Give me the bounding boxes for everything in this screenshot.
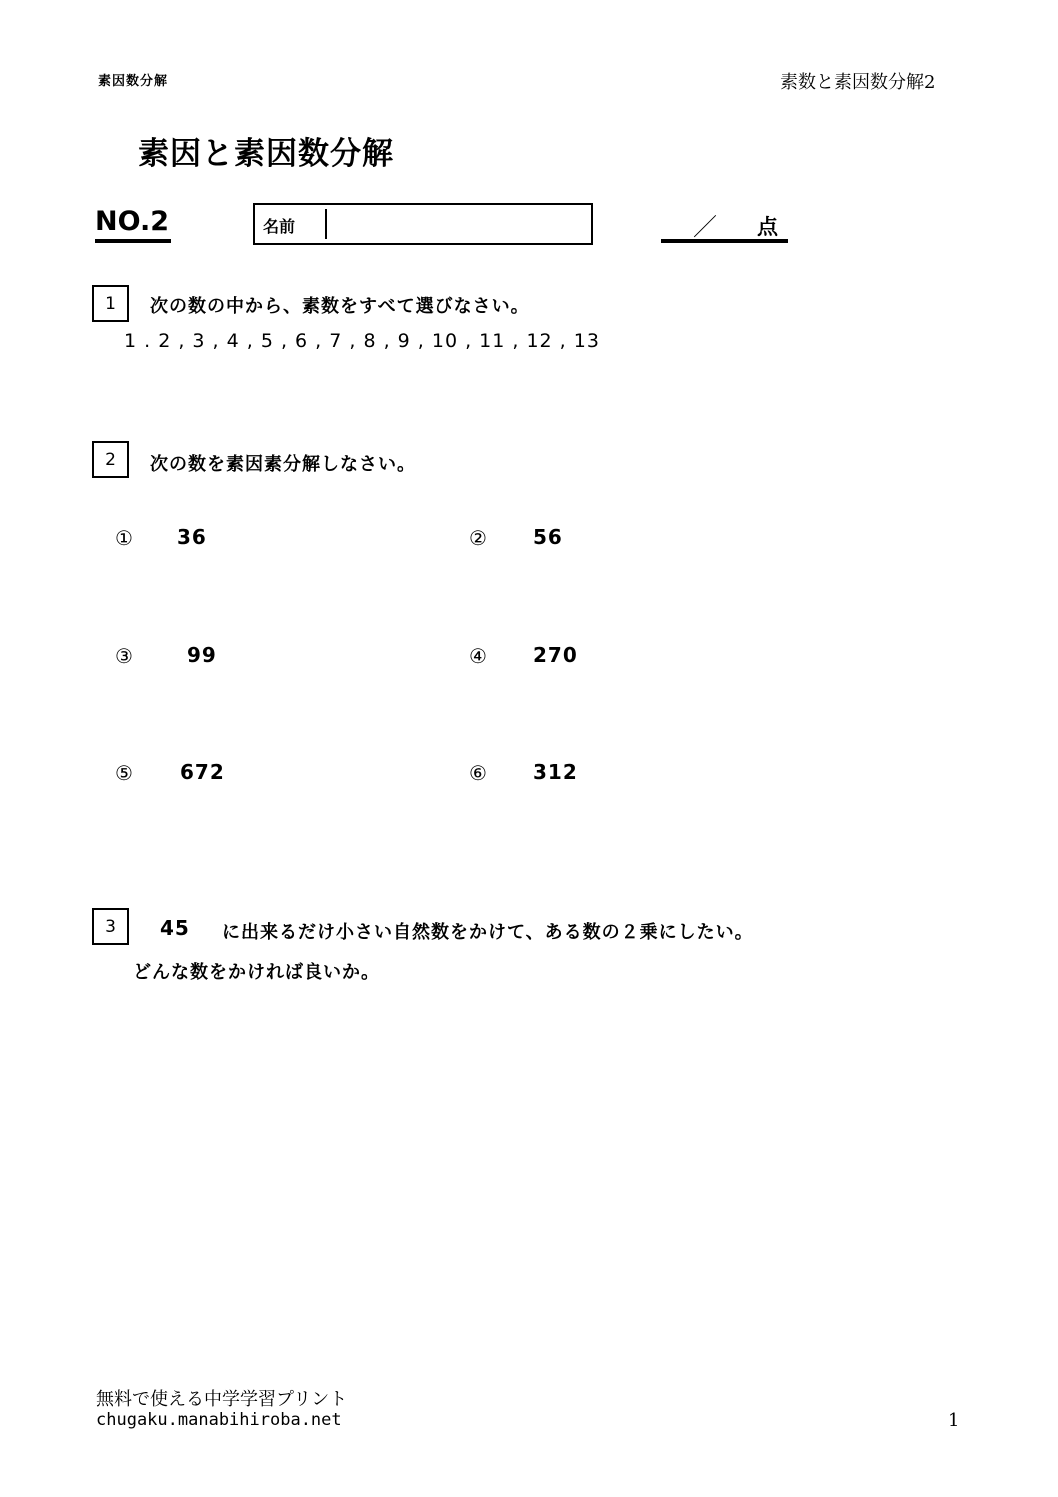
worksheet-number: NO.2 — [95, 206, 171, 243]
question-1-number: 1 — [92, 285, 129, 322]
item-value: 56 — [533, 525, 563, 549]
page-title: 素因と素因数分解 — [138, 136, 394, 172]
header-left: 素因数分解 — [98, 74, 169, 89]
name-label: 名前 — [263, 217, 296, 236]
footer-title: 無料で使える中学学習プリント — [96, 1389, 348, 1410]
item-mark: ② — [469, 526, 487, 550]
question-2-number: 2 — [92, 441, 129, 478]
score-slash: ／ — [693, 213, 717, 241]
item-mark: ⑥ — [469, 761, 487, 785]
item-value: 99 — [187, 643, 217, 667]
question-3-text: に出来るだけ小さい自然数をかけて、ある数の２乗にしたい。 — [222, 922, 754, 943]
item-value: 312 — [533, 760, 578, 784]
item-value: 270 — [533, 643, 578, 667]
question-3-text-line2: どんな数をかければ良いか。 — [133, 962, 380, 983]
item-mark: ① — [115, 526, 133, 550]
page-number: 1 — [948, 1410, 960, 1431]
question-1-numbers: 1 . 2 , 3 , 4 , 5 , 6 , 7 , 8 , 9 , 10 , 11 , 12 , 13 — [124, 330, 600, 352]
score-unit: 点 — [757, 215, 778, 239]
question-2-text: 次の数を素因素分解しなさい。 — [150, 454, 416, 475]
footer-url: chugaku.manabihiroba.net — [96, 1410, 342, 1430]
item-mark: ⑤ — [115, 761, 133, 785]
item-value: 36 — [177, 525, 207, 549]
item-mark: ③ — [115, 644, 133, 668]
name-field[interactable] — [253, 203, 593, 245]
question-3-number: 3 — [92, 908, 129, 945]
question-3-value: 45 — [160, 916, 190, 940]
text-cursor — [325, 209, 327, 239]
item-mark: ④ — [469, 644, 487, 668]
question-1-text: 次の数の中から、素数をすべて選びなさい。 — [150, 296, 530, 317]
item-value: 672 — [180, 760, 225, 784]
score-field[interactable] — [661, 205, 788, 243]
header-right: 素数と素因数分解2 — [780, 72, 936, 93]
